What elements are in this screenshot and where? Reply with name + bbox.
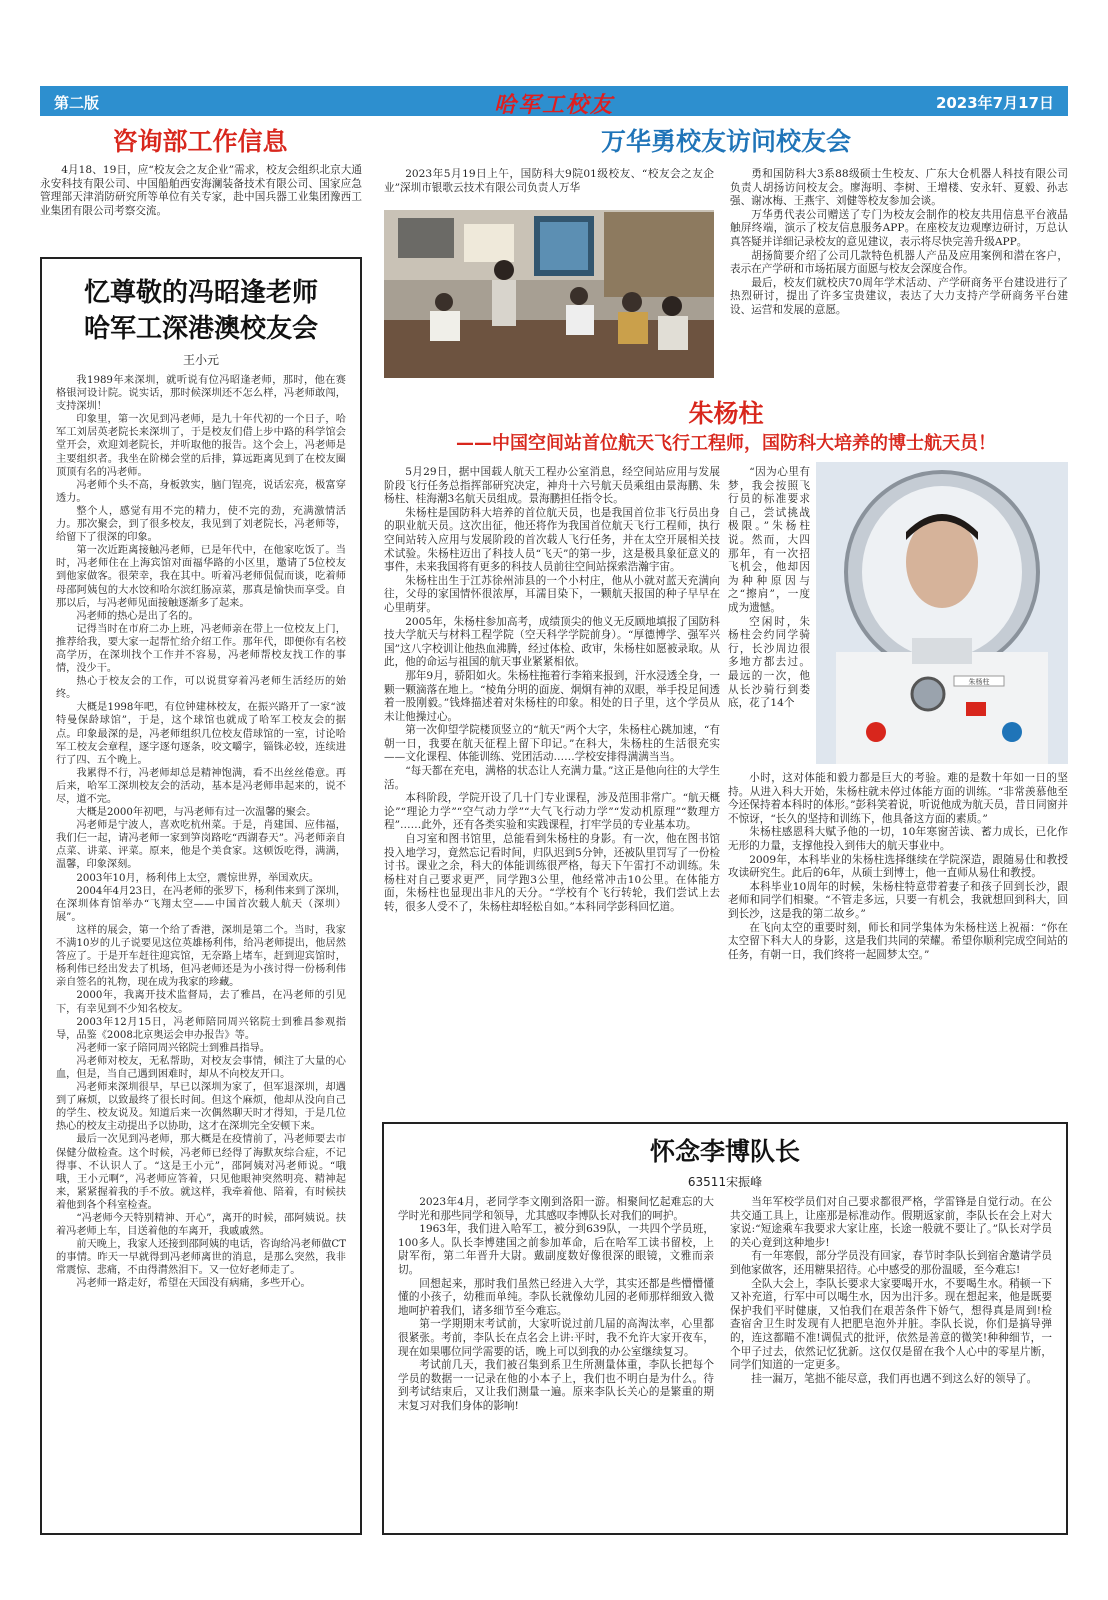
paragraph: 朱杨柱感恩科大赋予他的一切，10年寒窗苦读、蓄力成长，已化作无形的力量，支撑他投入到伟大的航天事业中。 <box>728 826 1068 852</box>
li-title: 怀念李博队长 <box>649 1137 800 1166</box>
paragraph: 整个人，感觉有用不完的精力，使不完的劲，充满激情活力。那次聚会，到了很多校友，我见到了刘老院长，冯老师等，给留下了很深的印象。 <box>56 505 346 544</box>
paragraph: 最后一次见到冯老师，那大概是在疫情前了，冯老师要去市保健分做检查。这个时候，冯老师已经得了海默灰综合症，不记得事、不认识人了。“这是王小元”，邵阿姨对冯老师说。“哦哦，王小元啊”，冯老师应答着，只见他眼神突然明亮、精神起来，紧紧握着我的手不放。就这样，我牵着他、陪着，有时候扶着他到各个科室检查。 <box>56 1134 346 1211</box>
paragraph: 胡扬简要介绍了公司几款特色机器人产品及应用案例和潜在客户，表示在产学研和市场拓展方面愿与校友会深度合作。 <box>730 249 1068 276</box>
paragraph: 朱杨柱出生于江苏徐州沛县的一个小村庄，他从小就对蓝天充满向往，父母的家国情怀很浓厚，耳濡目染下，一颗航天报国的种子早早在心里萌芽。 <box>384 574 720 614</box>
astronaut-illustration <box>816 462 1068 764</box>
paragraph: 空闲时，朱杨柱会约同学骑行，长沙周边很多地方都去过。最远的一次，他从长沙骑行到娄底，花了14个 <box>728 615 810 710</box>
paragraph: 第一次仰望学院楼顶竖立的“航天”两个大字，朱杨柱心跳加速，“有朝一日，我要在航天征程上留下印记。”在科大，朱杨柱的生活很充实——文化课程、体能训练、党团活动……学校安排得满满当当。 <box>384 724 720 764</box>
paragraph: 2003年12月15日，冯老师陪同周兴铭院士到雅昌参观指导，品鉴《2008北京奥运会申办报告》等。 <box>56 1016 346 1041</box>
paragraph: 这样的展会，第一个给了香港，深圳是第二个。当时，我家不满10岁的儿子说要见这位英雄杨利伟，给冯老师提出，他居然答应了。于是开车赶往迎宾馆，无奈路上堵车，赶到迎宾馆时，杨利伟已经出发去了机场，但冯老师还是为小孩讨得一份杨利伟亲自签名的礼物，现在成为我家的珍藏。 <box>56 924 346 989</box>
paragraph: 2000年，我离开技术监督局，去了雅昌，在冯老师的引见下，有幸见到不少知名校友。 <box>56 990 346 1015</box>
paragraph: 冯老师是宁波人，喜欢吃杭州菜。于是，肖建国、应伟福，我们仨一起，请冯老师一家到笋岗路吃“西湖春天”。冯老师亲自点菜、讲菜、评菜。原来，他是个美食家。这顿饭吃得，满满，温馨，印象深刻。 <box>56 820 346 871</box>
feng-title-line2: 哈军工深港澳校友会 <box>83 314 318 344</box>
paragraph: 自习室和图书馆里，总能看到朱杨柱的身影。有一次，他在图书馆投入地学习，竟然忘记看时间，归队迟到5分钟，还被队里罚写了一份检讨书。课业之余，科大的体能训练很严格，每天下午雷打不动训练。朱杨柱对自己要求更严，同学跑3公里，他经常冲击10公里。在体能方面，朱杨柱也显现出非凡的天分。“学校有个飞行转轮，我们尝试上去转，很多人受不了，朱杨柱却轻松自如。”本科同学彭科回忆道。 <box>384 833 720 913</box>
consult-article <box>40 164 362 234</box>
wan-title: 万华勇校友访问校友会 <box>600 127 851 156</box>
paragraph: 冯老师来深圳很早，早已以深圳为家了，但军退深圳，却遇到了麻烦，以致最终了很长时间。但这个麻烦，他却从没向自己的学生、校友说及。知道后来一次偶然聊天时才得知，于是几位热心的校友主动提出予以协助，这才在深圳完全安顿下来。 <box>56 1082 346 1133</box>
consult-title: 咨询部工作信息 <box>112 127 288 156</box>
paragraph: 万华勇代表公司赠送了专门为校友会制作的校友共用信息平台液晶触屏终端，演示了校友信息服务APP。在座校友边观摩边研讨，万总认真答疑并详细记录校友的意见建议，表示将尽快完善升级APP。 <box>730 208 1068 248</box>
paragraph: 第一学期期末考试前，大家听说过前几届的高淘汰率，心里都很紧张。考前，李队长在点名会上讲:平时，我不允许大家开夜车，现在如果哪位同学需要的话，晚上可以到我的办公室继续复习。 <box>398 1318 714 1358</box>
wan-article-left <box>384 168 714 206</box>
paragraph: 热心于校友会的工作，可以说贯穿着冯老师生活经历的始终。 <box>56 676 346 701</box>
paragraph: 考试前几天，我们被召集到系卫生所测量体重，李队长把每个学员的数据一一记录在他的小本子上，我们也不明白是为什么。待到考试结束后，又让我们测量一遍。原来李队长关心的是繁重的期末复习对我们身体的影响! <box>398 1359 714 1412</box>
paragraph: 大概是2000年初吧，与冯老师有过一次温馨的聚会。 <box>76 807 317 819</box>
masthead: 哈军工校友 <box>493 93 614 118</box>
paragraph: “因为心里有梦，我会按照飞行员的标准要求自己，尝试挑战极限。”朱杨柱说。然而，大四那年，有一次招飞机会，他却因为种种原因与之“擦肩”，一度成为遗憾。 <box>728 466 810 614</box>
zhu-title: 朱杨柱 <box>688 399 764 428</box>
li-author: 63511宋振峰 <box>687 1175 763 1189</box>
zhu-article-col1 <box>384 466 720 1084</box>
paragraph: 全队大会上，李队长要求大家要喝开水，不要喝生水。稍顿一下又补充道，行军中可以喝生水，因为出汗多。现在想起来，他是既要保护我们平时健康，又怕我们在艰苦条件下娇气，想得真是周到!检查宿舍卫生时发现有人把肥皂泡外并脏。李队长说，你们是搞导弹的，连这都瞄不准!调侃式的批评，依然是善意的微笑!种种细节，一个甲子过去，依然记忆犹新。这仅仅是留在我个人心中的零星片断，同学们知道的一定更多。 <box>730 1277 1052 1372</box>
zhu-subtitle: ——中国空间站首位航天飞行工程师，国防科大培养的博士航天员！ <box>456 433 996 454</box>
feng-title-line1: 忆尊敬的冯昭逢老师 <box>83 278 318 308</box>
paragraph: 冯老师的热心是出了名的。 <box>76 610 199 622</box>
paragraph: 我1989年来深圳，就听说有位冯昭逢老师，那时，他在赛格银河设计院。说实话，那时候深圳还不怎么样，冯老师敢闯，支持深圳！ <box>56 375 346 413</box>
li-article-right <box>730 1196 1052 1526</box>
paragraph: 在飞向太空的重要时刻，师长和同学集体为朱杨柱送上祝福：“你在太空留下科大人的身影，这是我们共同的荣耀。希望你顺利完成空间站的任务，有朝一日，我们终将一起圆梦太空。” <box>728 921 1068 961</box>
paragraph: “冯老师今天特别精神、开心”，离开的时候，邵阿姨说。扶着冯老师上车，目送着他的车离开，我戚戚然。 <box>56 1213 346 1238</box>
zhu-article-wide <box>728 772 1068 1084</box>
paragraph: 大概是1998年吧，有位钟建林校友，在振兴路开了一家“波特曼保龄球馆”，于是，这个球馆也就成了哈军工校友会的据点。印象最深的是，冯老师组织几位校友借球馆的一室，讨论哈军工校友会章程，逐字逐句逐条，咬文嚼字，锱铢必较，连续进行了四、五个晚上。 <box>56 702 346 766</box>
paragraph: 冯老师一路走好，希望在天国没有病痛，多些开心。 <box>76 1278 311 1290</box>
paragraph: 回想起来，那时我们虽然已经进入大学，其实还都是些懵懵懂懂的小孩子，幼稚而单纯。李队长就像幼儿园的老师那样细致入微地呵护着我们，诸多细节至今难忘。 <box>398 1277 714 1317</box>
paragraph: 冯老师对校友，无私帮助，对校友会事情，倾注了大量的心血，但是，当自己遇到困难时，却从不向校友开口。 <box>56 1055 346 1080</box>
feng-article <box>56 374 346 1524</box>
paragraph: 前天晚上，我家人还接到邵阿姨的电话，咨询给冯老师做CT的事情。昨天一早就得到冯老师离世的消息，是那么突然，我非常震惊、悲痛，不由得潸然泪下。又一位好老师走了。 <box>56 1239 346 1277</box>
suit-nametag: 朱杨柱 <box>968 678 990 686</box>
paragraph: 2009年，本科毕业的朱杨柱选择继续在学院深造，跟随易仕和教授攻读研究生。此后的6年，从硕士到博士，他一直师从易仕和教授。 <box>728 853 1068 880</box>
paragraph: 冯老师一家子陪同周兴铭院士到雅昌指导。 <box>76 1042 270 1054</box>
paragraph: 朱杨柱是国防科大培养的首位航天员，也是我国首位非飞行员出身的职业航天员。这次出征，他还将作为我国首位航天飞行工程师，执行空间站转入应用与发展阶段的首次载人飞行任务，并在太空开展相关技术试验。朱杨柱迈出了科技人员“飞天”的第一步，这是极具象征意义的事件，未来我国将有更多的科技人员前往空间站探索浩瀚宇宙。 <box>384 506 720 574</box>
edition-label: 第二版 <box>54 94 100 112</box>
paragraph: 挂一漏万，笔拙不能尽意，我们再也遇不到这么好的领导了。 <box>751 1372 1038 1385</box>
paragraph: 冯老师个头不高，身板敦实，脑门锃亮，说话宏亮，极富穿透力。 <box>56 479 346 504</box>
paragraph: 印象里，第一次见到冯老师，是九十年代初的一个日子，哈军工刘居英老院长来深圳了，于是校友们借上步中路的科学馆会堂开会，欢迎刘老院长，并听取他的报告。这个会上，冯老师是主要组织者。我坐在阶梯会堂的后排，算远距离见到了在校友圈顶顶有名的冯老师。 <box>56 414 346 478</box>
paragraph: 那年9月，骄阳如火。朱杨柱拖着行李箱来报到，汗水浸透全身，一颗一颗滴落在地上。“棱角分明的面庞、炯炯有神的双眼，举手投足间透着一股刚毅。”钱烽描述着对朱杨柱的印象。相处的日子里，这个学员从未让他操过心。 <box>384 669 720 723</box>
issue-date: 2023年7月17日 <box>935 94 1054 112</box>
paragraph: “每天都在充电，满格的状态让人充满力量。”这正是他向往的大学生活。 <box>384 765 720 791</box>
paragraph: 2003年10月，杨利伟上太空，震惊世界，举国欢庆。 <box>76 872 320 884</box>
page-header <box>40 86 1068 116</box>
paragraph: 记得当时在市府二办上班，冯老师亲在带上一位校友上门，推荐给我，要大家一起帮忙给介绍工作。那年代，即便你有名校高学历，在深圳找个工作并不容易，冯老师帮校友找工作的事情，没少干。 <box>56 623 346 675</box>
paragraph: 第一次近距离接触冯老师，已是年代中，在他家吃饭了。当时，冯老师住在上海宾馆对面福华路的小区里，邀请了5位校友到他家做客。很荣幸，我在其中。听着冯老师侃侃而谈，吃着师母邵阿姨包的大水饺和哈尔滨红肠凉菜，那真是愉快而享受。自那以后，与冯老师见面接触逐渐多了起来。 <box>56 545 346 609</box>
li-article-left <box>398 1196 714 1526</box>
paragraph: 最后，校友们就校庆70周年学术活动、产学研商务平台建设进行了热烈研讨，提出了许多宝贵建议，表达了大力支持产学研商务平台建设、运营和发展的意愿。 <box>730 276 1068 316</box>
paragraph: 2023年4月，老同学李文刚到洛阳一游。相聚间忆起难忘的大学时光和那些同学和领导，尤其感叹李博队长对我们的呵护。 <box>398 1196 714 1222</box>
paragraph: 勇和国防科大3系88级硕士生校友、广东大仓机器人科技有限公司负责人胡扬访问校友会。廖海明、李树、王增楼、安永轩、夏毅、孙志强、谢冰梅、王燕宇、刘健等校友参加会谈。 <box>730 168 1068 208</box>
paragraph: 小时，这对体能和毅力都是巨大的考验。难的是数十年如一日的坚持。从进入科大开始，朱杨柱就未停过体能方面的训练。“非常羡慕他至今还保持着本科时的体形。”彭科笑着说，听说他成为航天员，昔日同窗并不惊讶，“长久的坚持和训练下，他具备这方面的素质。” <box>728 772 1068 825</box>
wan-article-right <box>730 168 1068 380</box>
astronaut-photo <box>816 462 1068 764</box>
zhu-article-col2 <box>728 466 810 766</box>
paragraph: 2023年5月19日上午，国防科大9院01级校友、“校友会之友企业”深圳市银歌云技术有限公司负责人万华 <box>384 168 714 194</box>
paragraph: 1963年，我们进入哈军工，被分到639队，一共四个学员班，100多人。队长李博建国之前参加革命，后在哈军工读书留校，上尉军衔，第二年晋升大尉。戴副度数好像很深的眼镜，文雅而亲切。 <box>398 1223 714 1276</box>
paragraph: 本科毕业10周年的时候，朱杨柱特意带着妻子和孩子回到长沙，跟老师和同学们相聚。“不管走多远，只要一有机会，我就想回到科大，回到长沙，这是我的第二故乡。” <box>728 880 1068 920</box>
feng-author: 王小元 <box>182 353 219 367</box>
paragraph: 2005年，朱杨柱参加高考，成绩顶尖的他义无反顾地填报了国防科技大学航天与材料工程学院（空天科学学院前身）。“厚德博学、强军兴国”这八字校训让他热血沸腾，经过体检、政审，朱杨柱如愿被录取。从此，他的命运与祖国的航天事业紧紧相依。 <box>384 615 720 669</box>
meeting-photo <box>384 210 714 378</box>
paragraph: 当年军校学员们对自己要求都很严格，学雷锋是自觉行动。在公共交通工具上，让座那是标准动作。假期返家前，李队长在会上对大家说:“短途乘车我要求大家让座，长途一般就不要让了。”队长对学员的关心竟到这种地步! <box>730 1196 1052 1249</box>
paragraph: 本科阶段，学院开设了几十门专业课程，涉及范围非常广。“航天概论”“理论力学”“空气动力学”“大气飞行动力学”“发动机原理”“数理方程”……此外，还有各类实验和实践课程，打牢学员的专业基本功。 <box>384 792 720 832</box>
paragraph: 4月18、19日，应“校友会之友企业”需求，校友会组织北京大通永安科技有限公司、中国船舶西安海澜装备技术有限公司、国家应急管理部天津消防研究所等单位有关专家，赴中国兵器工业集团豫西工业集团有限公司考察交流。 <box>40 164 362 217</box>
meeting-photo-illustration <box>384 210 714 378</box>
paragraph: 5月29日，据中国载人航天工程办公室消息，经空间站应用与发展阶段飞行任务总指挥部研究决定，神舟十六号航天员乘组由景海鹏、朱杨柱、桂海潮3名航天员组成。景海鹏担任指令长。 <box>384 466 720 506</box>
paragraph: 2004年4月23日，在冯老师的张罗下，杨利伟来到了深圳，在深圳体育馆举办“飞翔太空——中国首次载人航天（深圳）展”。 <box>56 885 346 923</box>
paragraph: 我累得不行，冯老师却总是精神饱满，看不出丝丝倦意。再后来，哈军工深圳校友会的活动，基本是冯老师串起来的，说不尽，道不完。 <box>56 767 346 805</box>
paragraph: 有一年寒假，部分学员没有回家，春节时李队长到宿舍邀请学员到他家做客，还用糖果招待。心中感受的那份温暖，至今难忘! <box>730 1250 1052 1276</box>
